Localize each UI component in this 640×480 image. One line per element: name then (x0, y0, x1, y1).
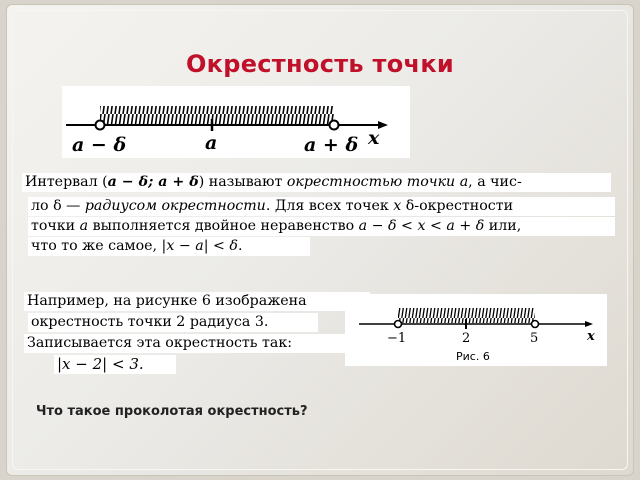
text-same-thing: что то же самое, (31, 238, 162, 254)
text-neighborhood-term: окрестностью точки a (286, 174, 469, 190)
text-period: . (237, 238, 243, 254)
text-abs-formula: |x − a| < δ (161, 238, 238, 254)
axis-label-x: x (587, 329, 595, 344)
text-interval: Интервал ( (25, 174, 108, 190)
label-five: 5 (530, 331, 539, 346)
label-minus-one: −1 (387, 331, 407, 346)
text-and-number: , а чис- (468, 174, 522, 190)
right-open-point (532, 321, 539, 328)
label-a-plus-delta: a + δ (304, 134, 359, 156)
axis-label-x: x (368, 127, 380, 149)
text-double-inequality: выполняется двойное неравенство (88, 218, 359, 234)
example-line-1: Например, на рисунке 6 изображена (24, 292, 370, 311)
example-line-2: окрестность точки 2 радиуса 3. (28, 313, 318, 332)
definition-line-2 (28, 197, 615, 216)
hatch-region (100, 106, 334, 124)
figure-6 (345, 294, 607, 366)
text-of-point: точки (31, 218, 80, 234)
example-line-3: Записывается эта окрестность так: (24, 334, 348, 353)
figure-caption: Рис. 6 (456, 350, 490, 363)
text-for-all-points: . Для всех точек (265, 198, 394, 214)
number-line-2 (345, 294, 607, 366)
text-delta-neighborhood: δ-окрестности (401, 198, 514, 214)
text-radius-term: радиусом окрестности (84, 198, 266, 214)
right-open-point (330, 121, 339, 130)
slide-title: Окрестность точки (185, 50, 455, 78)
text-interval-bounds: a − δ; a + δ (107, 174, 199, 190)
question-text: Что такое проколотая окрестность? (36, 404, 308, 419)
text-inequality-formula: a − δ < x < a + δ (358, 218, 485, 234)
example-line-4: |x − 2| < 3. (54, 355, 176, 374)
text-delta-is: ло δ — (31, 198, 85, 214)
text-or: или, (484, 218, 522, 234)
axis-arrow-icon (585, 321, 593, 327)
left-open-point (395, 321, 402, 328)
text-a: a (79, 218, 89, 234)
number-line-1 (62, 86, 410, 158)
label-a-minus-delta: a − δ (72, 134, 127, 156)
left-open-point (96, 121, 105, 130)
definition-line-4 (28, 237, 310, 256)
label-two: 2 (462, 331, 471, 346)
label-a: a (205, 132, 218, 154)
definition-line-1 (22, 173, 611, 192)
text-x: x (393, 198, 402, 214)
axis-arrow-icon (378, 121, 388, 129)
text-called: ) называют (198, 174, 287, 190)
definition-line-3 (28, 217, 615, 236)
figure-neighborhood (62, 86, 410, 158)
